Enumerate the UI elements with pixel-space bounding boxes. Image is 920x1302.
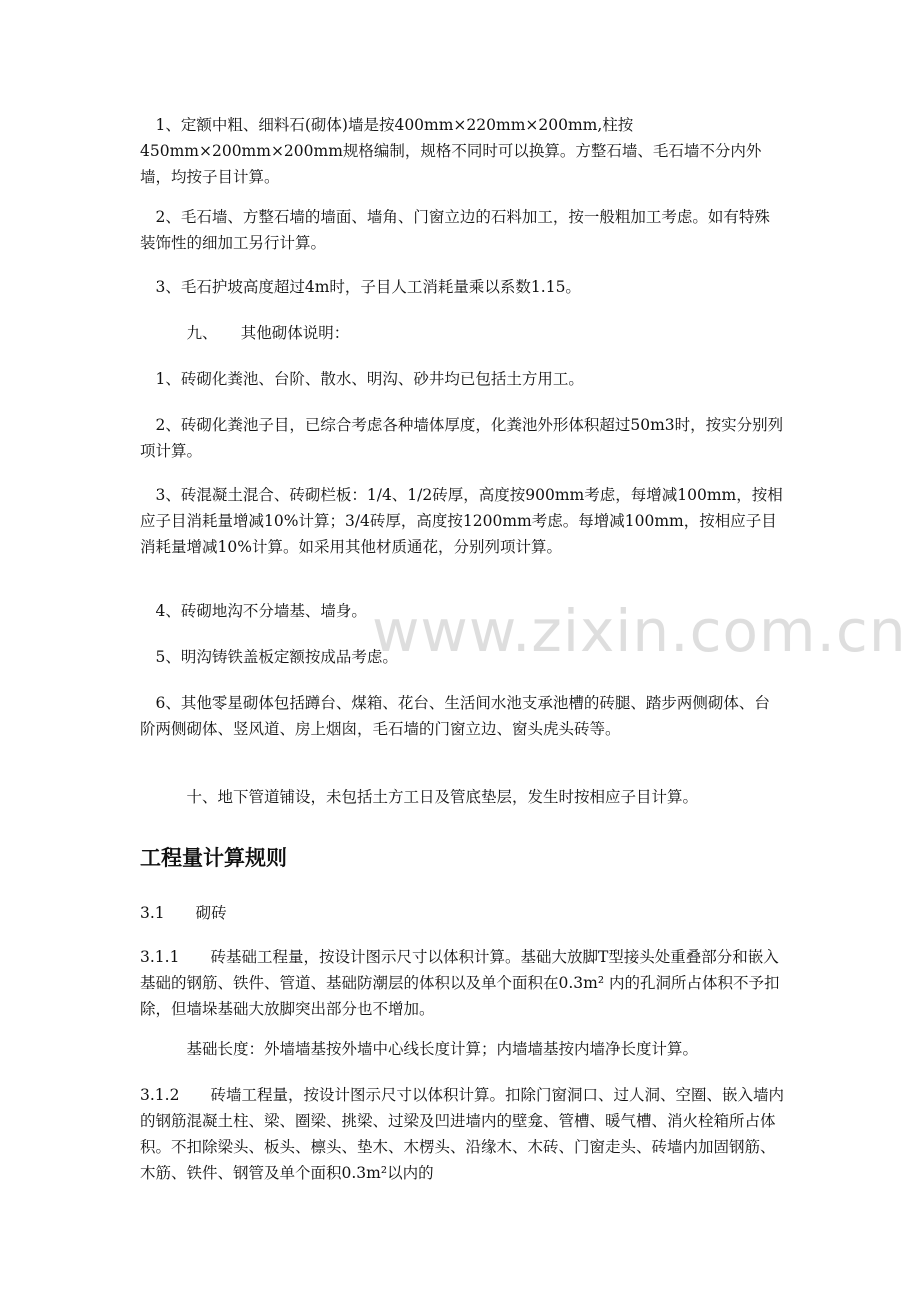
watermark: www.zixin.com.cn — [372, 597, 907, 665]
paragraph: 6、其他零星砌体包括蹲台、煤箱、花台、生活间水池支承池槽的砖腿、踏步两侧砌体、台阶两侧砌体、竖风道、房上烟囱，毛石墙的门窗立边、窗头虎头砖等。 — [140, 694, 770, 738]
section-heading-nine: 九、 其他砌体说明： — [140, 324, 350, 342]
rule-paragraph: 3.1.1 砖基础工程量，按设计图示尺寸以体积计算。基础大放脚T型接头处重叠部分和嵌入基础的钢筋、铁件、管道、基础防潮层的体积以及单个面积在0.3m² 内的孔洞所占体积不予扣除，但墙垛基础大放脚突出部分也不增加。 — [140, 948, 780, 1018]
paragraph: 1、定额中粗、细料石(砌体)墙是按400mm×220mm×200mm,柱按450mm×200mm×200mm规格编制，规格不同时可以换算。方整石墙、毛石墙不分内外墙，均按子目计算。 — [140, 116, 762, 186]
paragraph: 1、砖砌化粪池、台阶、散水、明沟、砂井均已包括土方用工。 — [140, 370, 584, 388]
rule-paragraph: 3.1.2 砖墙工程量，按设计图示尺寸以体积计算。扣除门窗洞口、过人洞、空圈、嵌入墙内的钢筋混凝土柱、梁、圈梁、挑梁、过梁及凹进墙内的壁龛、管槽、暖气槽、消火栓箱所占体积。不扣除梁头、板头、檩头、垫木、木楞头、沿缘木、木砖、门窗走头、砖墙内加固钢筋、木筋、铁件、钢管及单个面积0.3m²以内的 — [140, 1086, 784, 1182]
paragraph: 2、毛石墙、方整石墙的墙面、墙角、门窗立边的石料加工，按一般粗加工考虑。如有特殊装饰性的细加工另行计算。 — [140, 208, 770, 252]
paragraph: 5、明沟铸铁盖板定额按成品考虑。 — [140, 648, 398, 666]
paragraph: 3、毛石护坡高度超过4m时，子目人工消耗量乘以系数1.15。 — [140, 278, 581, 296]
section-heading-ten: 十、地下管道铺设，未包括土方工日及管底垫层，发生时按相应子目计算。 — [140, 788, 699, 806]
paragraph: 4、砖砌地沟不分墙基、墙身。 — [140, 602, 367, 620]
paragraph: 2、砖砌化粪池子目，已综合考虑各种墙体厚度，化粪池外形体积超过50m3时，按实分别列项计算。 — [140, 416, 784, 460]
page-heading: 工程量计算规则 — [140, 846, 287, 870]
paragraph: 3、砖混凝土混合、砖砌栏板：1/4、1/2砖厚，高度按900mm考虑，每增减100mm，按相应子目消耗量增减10%计算；3/4砖厚，高度按1200mm考虑。每增减100mm，按相应子目消耗量增减10%计算。如采用其他材质通花，分别列项计算。 — [140, 486, 783, 556]
rule-paragraph: 基础长度：外墙墙基按外墙中心线长度计算；内墙墙基按内墙净长度计算。 — [140, 1040, 699, 1058]
rule-heading: 3.1 砌砖 — [140, 904, 227, 922]
